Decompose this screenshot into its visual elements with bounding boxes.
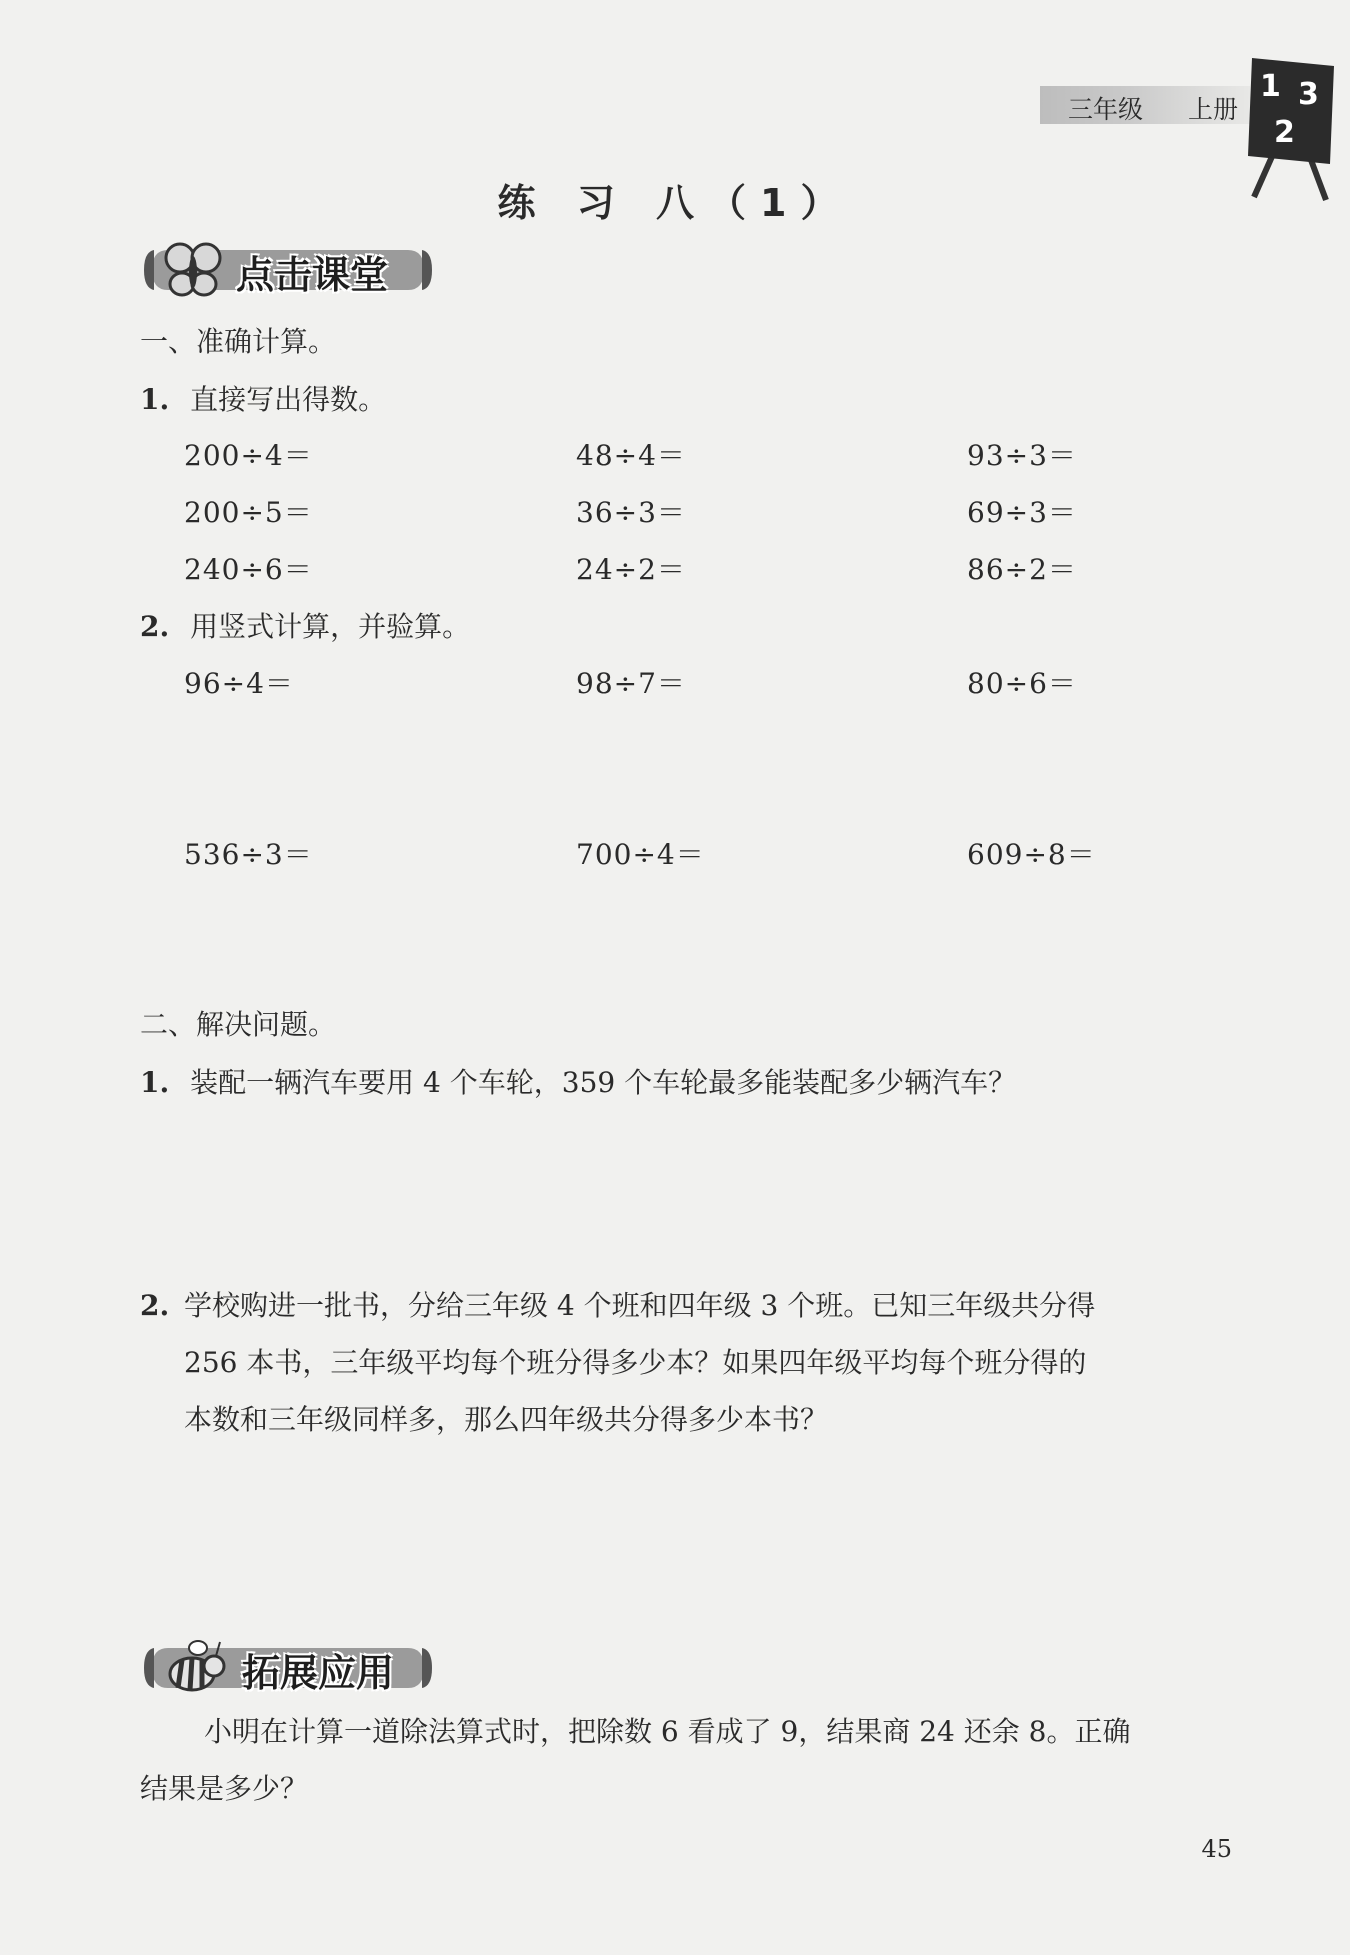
math-expression: 536÷3＝	[184, 838, 313, 871]
bee-icon	[162, 1636, 232, 1698]
section-banner-extension	[138, 1636, 438, 1700]
math-expression: 69÷3＝	[967, 496, 1077, 529]
question-1-2	[140, 605, 470, 645]
question-number-label: 2.	[140, 1289, 170, 1322]
math-expression: 86÷2＝	[967, 553, 1077, 586]
question-number: 1.	[140, 1066, 170, 1099]
question-number: 1.	[140, 383, 170, 416]
page-title: 练 习 八（1）	[497, 181, 853, 225]
question-2-2	[184, 1277, 1234, 1448]
math-expression: 609÷8＝	[967, 838, 1096, 871]
question-2-1	[140, 1061, 1016, 1101]
question-number	[140, 1289, 169, 1322]
math-expression: 700÷4＝	[576, 838, 705, 871]
extension-text-line: 结果是多少？	[140, 1772, 309, 1805]
math-expression: 48÷4＝	[576, 439, 686, 472]
board-digit-3: 3	[1298, 77, 1319, 112]
math-expression: 240÷6＝	[184, 553, 313, 586]
math-expression: 24÷2＝	[576, 553, 686, 586]
math-expression: 96÷4＝	[184, 667, 294, 700]
section-heading-calculate: 一、准确计算。	[140, 325, 337, 358]
section-banner-classroom	[138, 238, 438, 302]
question-text: 装配一辆汽车要用 4 个车轮，359 个车轮最多能装配多少辆汽车？	[190, 1066, 1017, 1099]
question-number: 2.	[140, 610, 170, 643]
board-digit-2: 2	[1274, 115, 1295, 150]
extension-problem	[140, 1703, 1240, 1817]
banner-title-classroom: 点击课堂	[236, 253, 389, 297]
math-expression: 98÷7＝	[576, 667, 686, 700]
question-text: 直接写出得数。	[190, 383, 387, 416]
math-expression: 200÷4＝	[184, 439, 313, 472]
volume-label: 上册	[1188, 95, 1239, 124]
question-text-line: 256 本书，三年级平均每个班分得多少本？如果四年级平均每个班分得的	[184, 1346, 1087, 1379]
math-expression: 80÷6＝	[967, 667, 1077, 700]
grade-label: 三年级	[1068, 95, 1144, 124]
math-expression: 200÷5＝	[184, 496, 313, 529]
math-expression: 36÷3＝	[576, 496, 686, 529]
question-text-line: 本数和三年级同样多，那么四年级共分得多少本书？	[184, 1403, 829, 1436]
question-1-1	[140, 378, 386, 418]
banner-title-extension: 拓展应用	[242, 1651, 395, 1695]
page-number: 45	[1201, 1835, 1232, 1863]
butterfly-icon	[162, 240, 224, 300]
board-digit-1: 1	[1260, 69, 1281, 104]
math-expression: 93÷3＝	[967, 439, 1077, 472]
section-heading-problems: 二、解决问题。	[140, 1008, 337, 1041]
question-text: 用竖式计算，并验算。	[190, 610, 471, 643]
question-text-line: 学校购进一批书，分给三年级 4 个班和四年级 3 个班。已知三年级共分得	[184, 1289, 1096, 1322]
extension-text-line: 小明在计算一道除法算式时，把除数 6 看成了 9，结果商 24 还余 8。正确	[204, 1715, 1131, 1748]
